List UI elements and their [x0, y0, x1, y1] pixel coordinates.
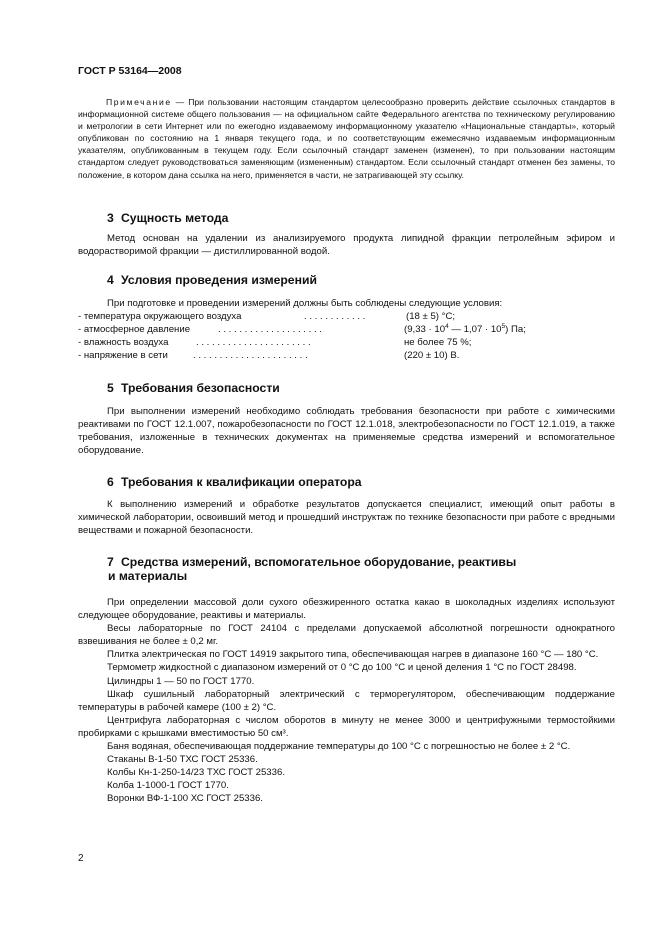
condition-row	[78, 323, 615, 336]
section-7-body	[78, 596, 615, 806]
condition-label: - атмосферное давление	[78, 324, 191, 336]
condition-value: (220 ± 10) В.	[404, 350, 460, 362]
list-item: Шкаф сушильный лабораторный электрический с терморегулятором, обеспечивающим поддержание температуры в рабочей камере (100 ± 2) °С.	[78, 688, 615, 713]
list-item: Баня водяная, обеспечивающая поддержание температуры до 100 °С с погрешностью не более ± 2 °С.	[107, 741, 571, 753]
section-number: 5	[107, 381, 114, 395]
section-5-heading	[107, 381, 280, 395]
section-3-heading	[107, 211, 228, 225]
condition-value: ($9,33 \cdot 10^4$ — $1,07 \cdot 10^5$) Па;	[404, 323, 526, 336]
section-number: 7	[107, 555, 114, 569]
section-title: Условия проведения измерений	[121, 273, 317, 287]
condition-row	[78, 349, 615, 362]
section-6-body	[78, 498, 615, 537]
section-title: Сущность метода	[121, 211, 229, 225]
condition-row	[78, 310, 615, 323]
list-item: Воронки ВФ-1-100 ХС ГОСТ 25336.	[107, 793, 263, 805]
section-number: 4	[107, 273, 114, 287]
list-item: Колба 1-1000-1 ГОСТ 1770.	[107, 780, 229, 792]
section-number: 3	[107, 211, 114, 225]
section-4-heading	[107, 273, 317, 287]
measurement-conditions	[78, 297, 615, 362]
note-label: Примечание	[106, 97, 172, 107]
list-item: Центрифуга лабораторная с числом оборотов в минуту не менее 3000 и центрифужными термостойкими пробирками с крышками вместимостью 50 см³.	[78, 714, 615, 739]
list-item: Плитка электрическая по ГОСТ 14919 закрытого типа, обеспечивающая нагрев в диапазоне 160 °С — 180 °С.	[107, 649, 599, 661]
page-number: 2	[78, 853, 84, 864]
section-7-heading	[107, 555, 615, 583]
section-3-body	[78, 232, 615, 258]
leader-dots: . . . . . . . . . . . .	[304, 311, 366, 323]
list-item: Цилиндры 1 — 50 по ГОСТ 1770.	[107, 675, 255, 687]
condition-label: - влажность воздуха	[78, 337, 169, 349]
leader-dots: . . . . . . . . . . . . . . . . . . . . . .	[193, 350, 308, 362]
condition-value: (18 ± 5) °С;	[406, 311, 456, 323]
section-5-body	[78, 405, 615, 457]
section-number: 6	[107, 475, 114, 489]
reference-note	[78, 96, 615, 181]
list-item: Термометр жидкостной с диапазоном измерений от 0 °С до 100 °С и ценой деления 1 °С по ГОСТ 28498.	[107, 662, 577, 674]
conditions-intro: При подготовке и проведении измерений должны быть соблюдены следующие условия:	[107, 298, 503, 309]
condition-row	[78, 336, 615, 349]
section-title: Требования к квалификации оператора	[121, 475, 362, 489]
list-item: Колбы Кн-1-250-14/23 ТХС ГОСТ 25336.	[107, 767, 285, 779]
list-item: Стаканы В-1-50 ТХС ГОСТ 25336.	[107, 754, 258, 766]
paragraph: К выполнению измерений и обработке результатов допускается специалист, имеющий опыт работы в химической лаборатории, освоивший метод и прошедший инструктаж по технике безопасности при работе с вредными веществами и пожарной безопасности.	[78, 499, 615, 537]
document-header: ГОСТ Р 53164—2008	[78, 65, 182, 77]
leader-dots: . . . . . . . . . . . . . . . . . . . .	[218, 324, 322, 336]
condition-value: не более 75 %;	[404, 337, 472, 349]
note-text: — При пользовании настоящим стандартом целесообразно проверить действие ссылочных стандартов в информационной системе общего пользования — на официальном сайте Федерального агентства по техническому регулированию и метрологии в сети Интернет или по ежегодно издаваемому информационному указателю «Национальные стандарты», который опубликован по состоянию на 1 января текущего года, и по соответствующим ежемесячно издаваемым информационным указателям, опубликованным в текущем году. Если ссылочный стандарт заменен (изменен), то при пользовании настоящим стандартом следует руководствоваться заменяющим (измененным) стандартом. Если ссылочный стандарт отменен без замены, то положение, в котором дана ссылка на него, применяется в части, не затрагивающей эту ссылку.	[78, 97, 615, 180]
leader-dots: . . . . . . . . . . . . . . . . . . . . . .	[196, 337, 311, 349]
condition-label: - напряжение в сети	[78, 350, 168, 362]
section-6-heading	[107, 475, 362, 489]
section-title-continued: и материалы	[108, 569, 188, 583]
condition-label: - температура окружающего воздуха	[78, 311, 242, 323]
section-title: Средства измерений, вспомогательное оборудование, реактивы	[121, 555, 517, 569]
section-title: Требования безопасности	[121, 381, 280, 395]
list-item: Весы лабораторные по ГОСТ 24104 с пределами допускаемой абсолютной погрешности однократного взвешивания не более ± 0,2 мг.	[78, 623, 615, 648]
list-item: При определении массовой доли сухого обезжиренного остатка какао в шоколадных изделиях используют следующее оборудование, реактивы и материалы.	[78, 597, 615, 622]
paragraph: Метод основан на удалении из анализируемого продукта липидной фракции петролейным эфиром и водорастворимой фракции — дистиллированной водой.	[78, 233, 615, 258]
paragraph: При выполнении измерений необходимо соблюдать требования безопасности при работе с химическими реактивами по ГОСТ 12.1.007, пожаробезопасности по ГОСТ 12.1.018, электробезопасности по ГОСТ 12.1.019, а также требования, изложенные в технических документах на применяемые средства измерений и вспомогательное оборудование.	[78, 406, 615, 457]
